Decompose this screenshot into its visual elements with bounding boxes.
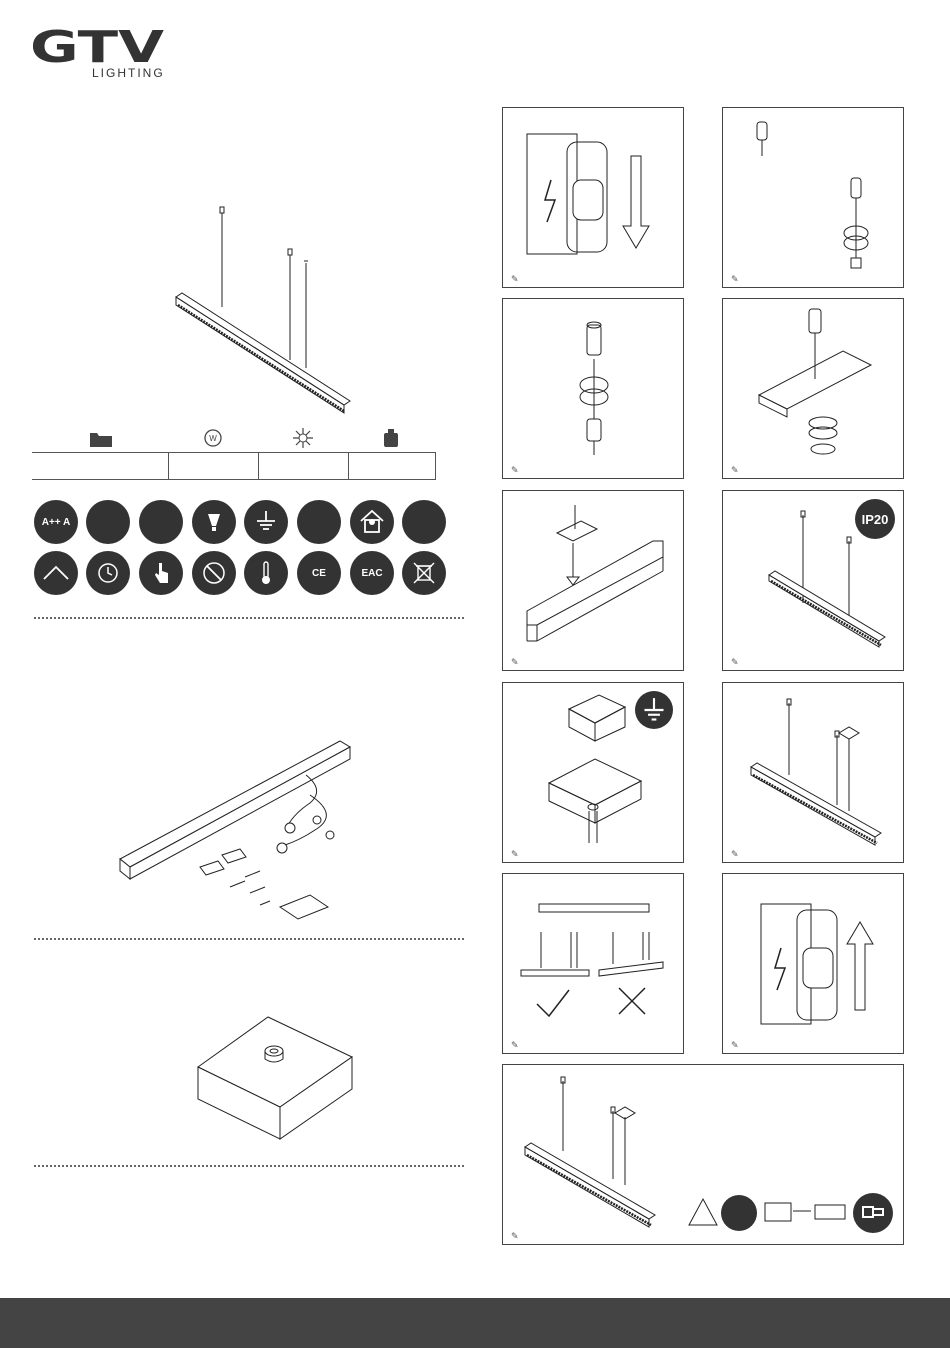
step-panel-4 — [722, 298, 904, 479]
svg-text:✎: ✎ — [731, 465, 739, 475]
energy-class-badge — [34, 500, 78, 544]
svg-text:✎: ✎ — [511, 465, 519, 475]
step-panel-1 — [502, 107, 684, 288]
fixture-illustration — [160, 205, 360, 415]
power-bulb-icon — [200, 427, 226, 449]
no-dimmer-badge — [192, 551, 236, 595]
separator-1 — [34, 617, 464, 619]
no-dimmer-icon — [198, 557, 230, 589]
logo-text: GTV — [30, 26, 164, 66]
bulb-icon — [198, 506, 230, 538]
touch-icon — [145, 557, 177, 589]
spec-cell-3 — [258, 453, 349, 479]
clock-badge — [86, 551, 130, 595]
step-panel-3 — [502, 298, 684, 479]
blank-badge-2 — [139, 500, 183, 544]
bulb-badge — [192, 500, 236, 544]
svg-text:✎: ✎ — [731, 657, 739, 667]
weee-bin-icon — [408, 557, 440, 589]
folder-icon — [88, 428, 114, 450]
ip20-label: IP20 — [861, 511, 889, 527]
step-panel-5 — [502, 490, 684, 671]
gtv-logo — [30, 26, 166, 66]
svg-text:✎: ✎ — [511, 1040, 519, 1050]
footer-bar — [0, 1298, 950, 1348]
weight-icon — [378, 427, 404, 449]
svg-text:✎: ✎ — [731, 1040, 739, 1050]
brightness-sun-icon — [290, 427, 316, 449]
svg-text:✎: ✎ — [731, 274, 739, 284]
ce-badge — [297, 551, 341, 595]
ground-badge — [244, 500, 288, 544]
ground-icon — [635, 691, 673, 729]
spec-cell-1 — [32, 453, 169, 479]
temperature-badge — [244, 551, 288, 595]
eac-badge — [350, 551, 394, 595]
blank-badge-1 — [86, 500, 130, 544]
blank-badge-3 — [297, 500, 341, 544]
step-panel-6 — [722, 490, 904, 671]
svg-text:✎: ✎ — [511, 1231, 519, 1241]
step-panel-8 — [722, 682, 904, 863]
thermometer-icon — [250, 557, 282, 589]
spec-cell-2 — [168, 453, 259, 479]
svg-text:✎: ✎ — [511, 274, 519, 284]
svg-text:✎: ✎ — [511, 849, 519, 859]
svg-text:✎: ✎ — [511, 657, 519, 667]
touch-badge — [139, 551, 183, 595]
separator-2 — [34, 938, 464, 940]
ground-icon — [250, 506, 282, 538]
step-panel-7 — [502, 682, 684, 863]
ce-badge-label: CE — [312, 567, 326, 579]
spec-table — [32, 452, 436, 480]
svg-text:✎: ✎ — [731, 849, 739, 859]
step-panel-2 — [722, 107, 904, 288]
package-contents-illustration — [110, 735, 360, 925]
logo-sublabel: LIGHTING — [92, 66, 165, 80]
beam-angle-badge — [34, 551, 78, 595]
svg-text:W: W — [209, 434, 217, 443]
indoor-house-badge — [350, 500, 394, 544]
separator-3 — [34, 1165, 464, 1167]
house-icon — [356, 506, 388, 538]
ground-step-badge — [635, 691, 673, 729]
blank-badge-4 — [402, 500, 446, 544]
canopy-illustration — [190, 1015, 360, 1145]
spec-cell-4 — [348, 453, 436, 479]
eac-badge-label: EAC — [361, 567, 383, 579]
step-panel-9 — [502, 873, 684, 1054]
energy-class-badge-label: A++ A — [41, 516, 71, 528]
step-panel-10 — [722, 873, 904, 1054]
clock-icon — [92, 557, 124, 589]
step-panel-11 — [502, 1064, 904, 1245]
ip20-badge — [855, 499, 895, 539]
beam-angle-icon — [40, 557, 72, 589]
weee-bin-badge — [402, 551, 446, 595]
